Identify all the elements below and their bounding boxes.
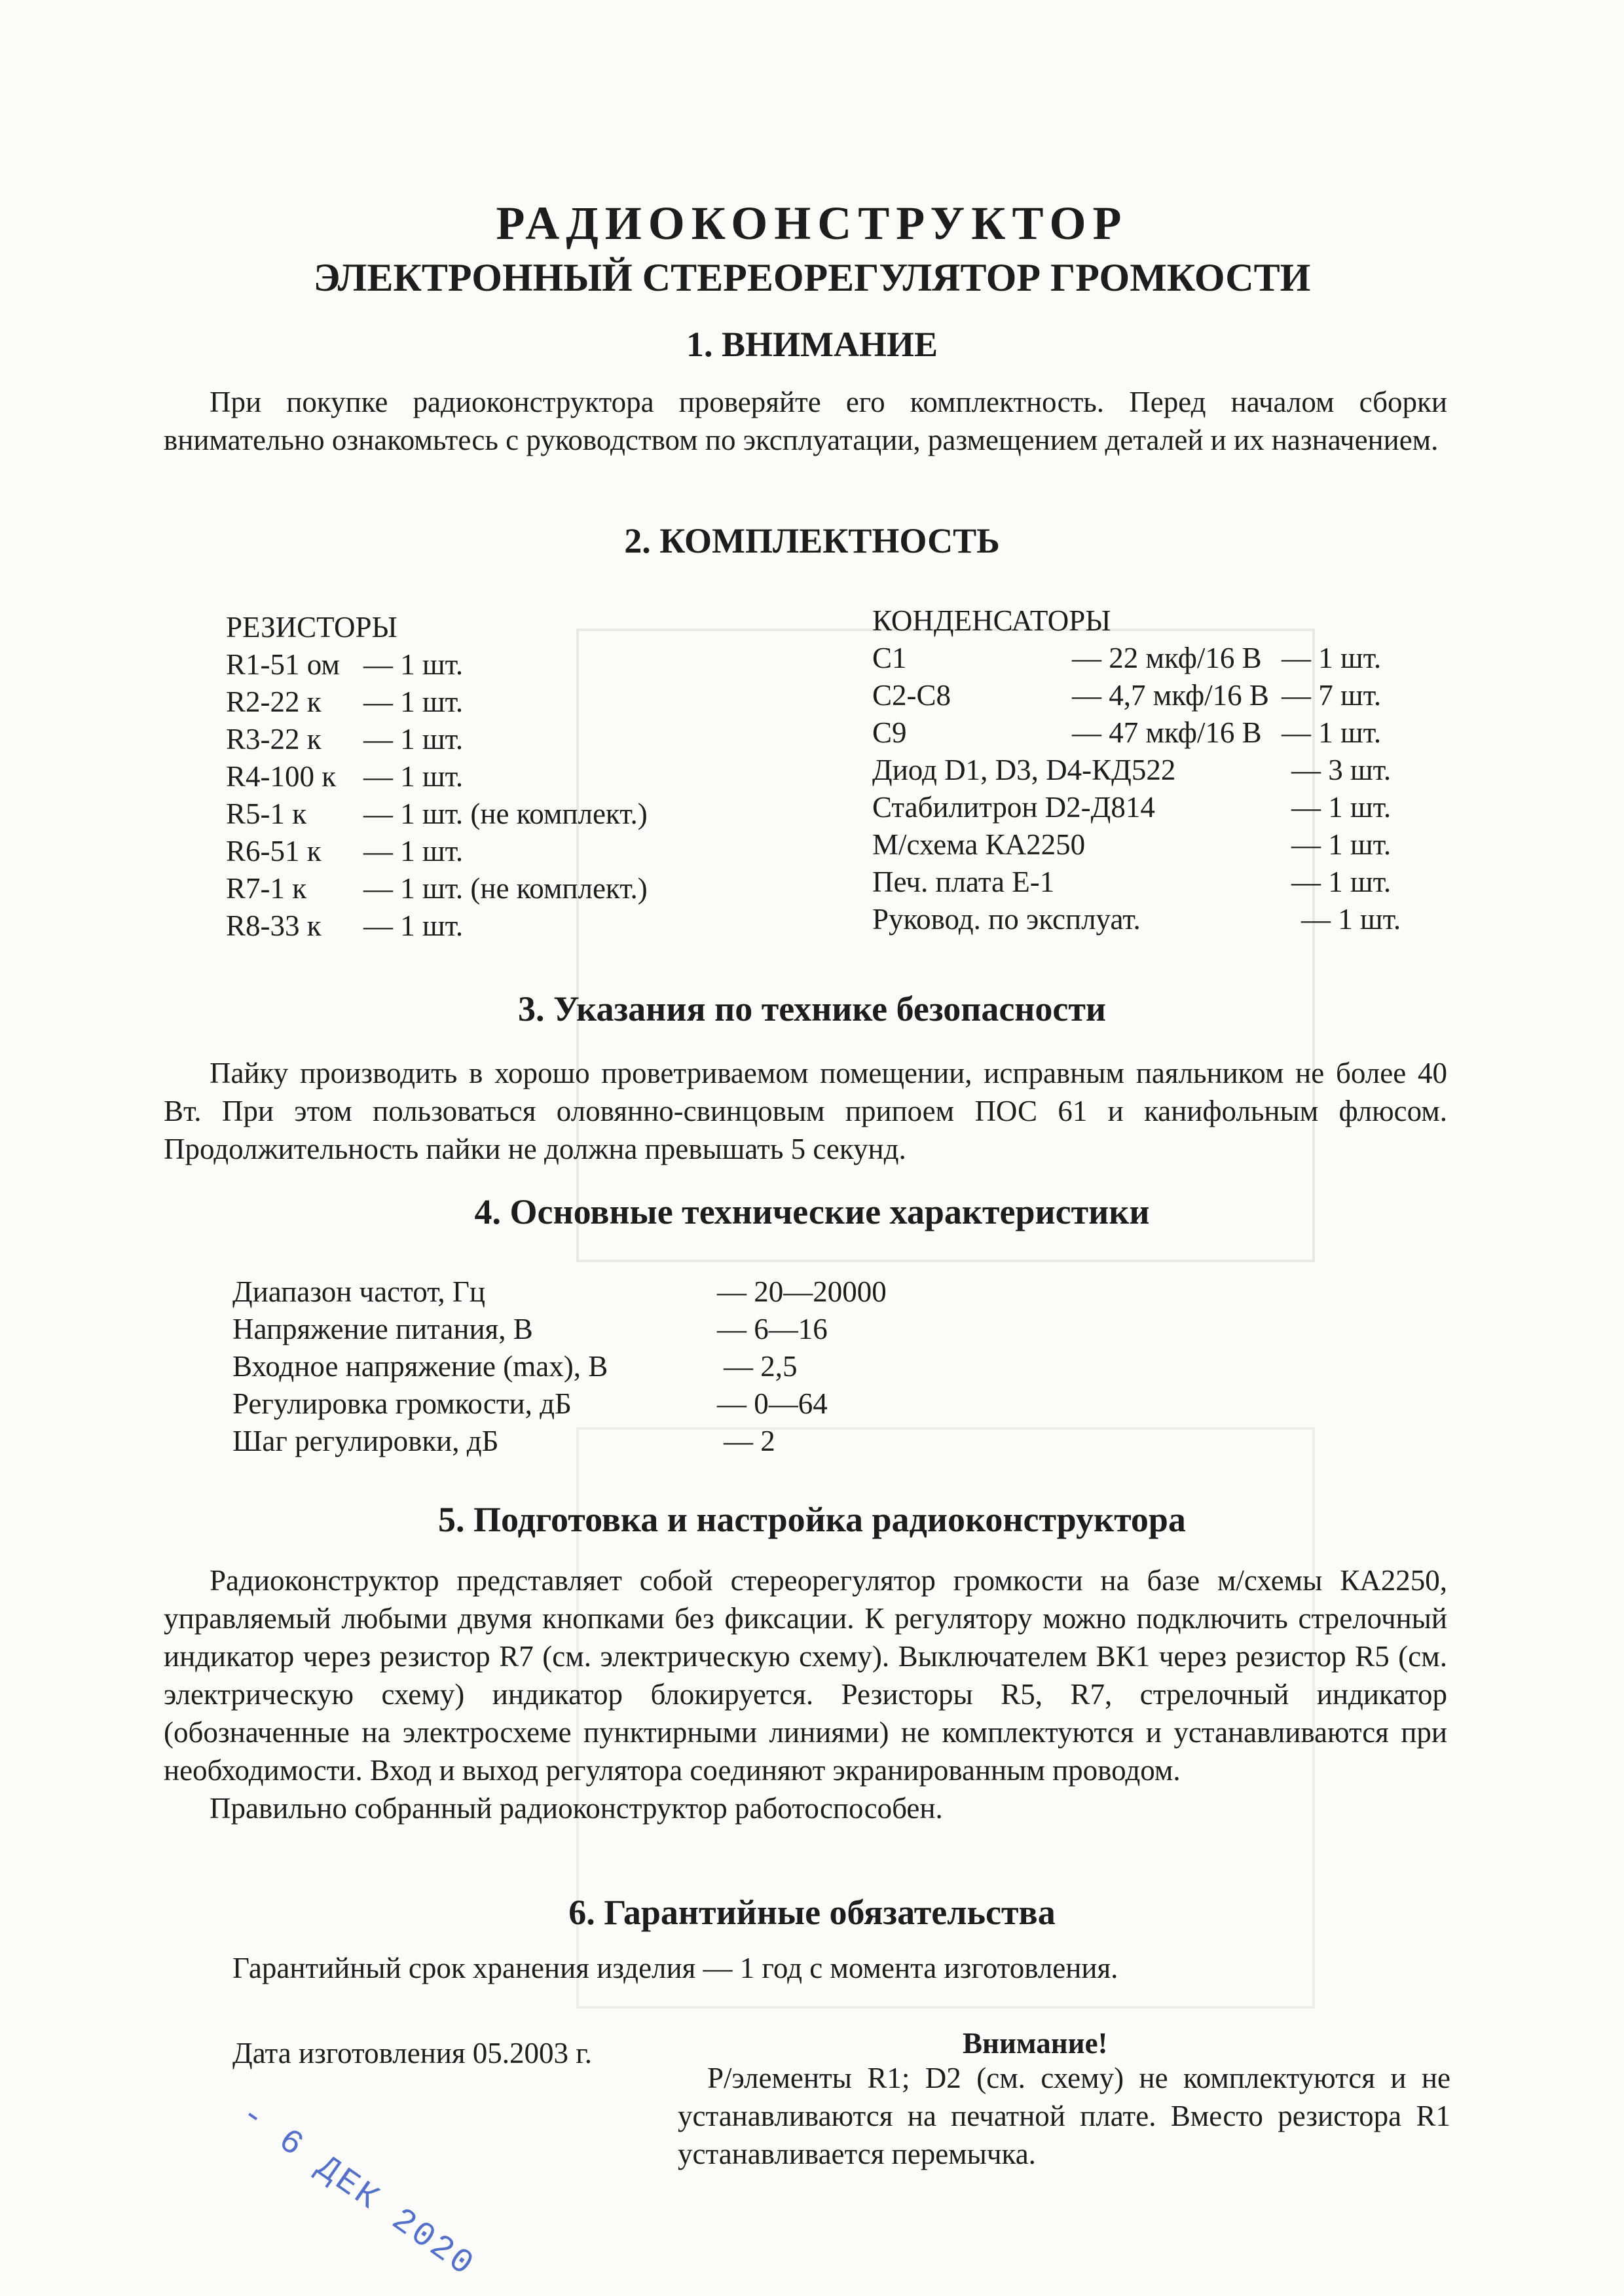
item-qty: — 7 шт. [1282,679,1382,712]
item-qty: — 3 шт. [1291,754,1392,786]
capacitors-list [872,602,1401,938]
list-item [226,870,648,907]
manufacture-date: Дата изготовления 05.2003 г. [232,2037,592,2069]
list-item [226,795,648,833]
spec-value: — 0—64 [717,1387,828,1420]
item-name: R1-51 ом [226,648,340,681]
item-name: М/схема КА2250 [872,828,1086,861]
item-name: R4-100 к [226,760,337,793]
item-qty: — 1 шт. [1291,866,1392,898]
list-item [872,752,1392,789]
list-item [226,907,464,945]
item-qty: — 1 шт. [363,760,464,793]
section-6-heading: 6. Гарантийные обязательства [568,1893,1056,1932]
section-1-text [164,383,1447,459]
spec-label: Входное напряжение (max), В [232,1350,608,1383]
item-qty: — 1 шт. [1301,903,1401,936]
list-item [872,901,1401,938]
spec-value: — 2,5 [724,1350,798,1383]
item-name: R8-33 к [226,909,322,942]
list-item [872,826,1392,864]
item-name: R6-51 к [226,835,322,867]
item-name: R3-22 к [226,723,322,756]
warning-paragraph: Р/элементы R1; D2 (см. схему) не комплектуются и не устанавливаются на печатной плате. Вместо резистора R1 устанавливается перемычка. [678,2062,1450,2170]
spec-value: — 2 [724,1425,775,1457]
section-1-paragraph: При покупке радиоконструктора проверяйте его комплектность. Перед началом сборки внимательно ознакомьтесь с руководством по эксплуатации, размещением деталей и их назначением. [164,386,1447,456]
section-2-heading: 2. КОМПЛЕКТНОСТЬ [624,521,1000,560]
item-qty: — 1 шт. [363,648,464,681]
resistors-title: РЕЗИСТОРЫ [226,611,397,644]
item-qty: — 1 шт. [363,909,464,942]
section-5-paragraph-2: Правильно собранный радиоконструктор работоспособен. [210,1792,943,1825]
item-name: R2-22 к [226,685,322,718]
item-qty: — 1 шт. [363,835,464,867]
item-qty: — 1 шт. [363,685,464,718]
item-value: — 4,7 мкф/16 В [1072,679,1269,712]
item-value: — 22 мкф/16 В [1072,642,1262,674]
item-name: R7-1 к [226,872,307,905]
warranty-text: Гарантийный срок хранения изделия — 1 год с момента изготовления. [232,1952,1118,1984]
list-item [226,833,464,870]
list-item [872,864,1392,901]
item-name: C9 [872,716,907,749]
list-item [226,646,464,683]
item-qty: — 1 шт. (не комплект.) [363,872,648,905]
document-subtitle: ЭЛЕКТРОННЫЙ СТЕРЕОРЕГУЛЯТОР ГРОМКОСТИ [313,256,1311,299]
item-name: Стабилитрон D2-Д814 [872,791,1155,824]
section-5-paragraph-1: Радиоконструктор представляет собой стереорегулятор громкости на базе м/схемы КА2250, управляемый любыми двумя кнопками без фиксации. К регулятору можно подключить стрелочный индикатор через резистор R7 (см. электрическую схему). Выключателем ВК1 через резистор R5 (см. электрическую схему) индикатор блокируется. Резисторы R5, R7, стрелочный индикатор (обозначенные на электросхеме пунктирными линиями) не комплектуются и устанавливаются при необходимости. Вход и выход регулятора соединяют экранированным проводом. [164,1564,1447,1787]
spec-value: — 20—20000 [717,1275,887,1308]
section-3-heading: 3. Указания по технике безопасности [517,989,1107,1029]
list-item [226,683,464,721]
list-item [226,721,464,758]
spec-label: Диапазон частот, Гц [232,1275,485,1308]
warning-text [678,2059,1450,2173]
resistors-list [226,609,648,945]
item-name: R5-1 к [226,797,307,830]
capacitors-title: КОНДЕНСАТОРЫ [872,604,1111,637]
item-name: Печ. плата Е-1 [872,866,1055,898]
item-qty: — 1 шт. [1282,716,1382,749]
section-3-paragraph: Пайку производить в хорошо проветриваемом помещении, исправным паяльником не более 40 Вт. При этом пользоваться оловянно-свинцовым припоем ПОС 61 и канифольным флюсом. Продолжительность пайки не должна превышать 5 секунд. [164,1057,1447,1165]
item-qty: — 1 шт. [1291,791,1392,824]
item-qty: — 1 шт. [1282,642,1382,674]
date-stamp: - 6 ДЕК 2020 [233,2095,483,2286]
list-item [872,714,1382,752]
item-name: Руковод. по эксплуат. [872,903,1141,936]
list-item [872,677,1382,714]
document-title: РАДИОКОНСТРУКТОР [496,197,1128,249]
item-qty: — 1 шт. [363,723,464,756]
item-name: C2-C8 [872,679,951,712]
section-4-heading: 4. Основные технические характеристики [474,1192,1150,1231]
spec-label: Регулировка громкости, дБ [232,1387,572,1420]
spec-label: Шаг регулировки, дБ [232,1425,499,1457]
warning-title: Внимание! [963,2027,1108,2060]
section-5-heading: 5. Подготовка и настройка радиоконструктора [438,1500,1186,1539]
section-3-text [164,1054,1447,1168]
section-1-heading: 1. ВНИМАНИЕ [686,325,938,364]
list-item [872,789,1392,826]
list-item [226,758,464,795]
spec-label: Напряжение питания, В [232,1313,533,1345]
item-qty: — 1 шт. [1291,828,1392,861]
spec-value: — 6—16 [717,1313,828,1345]
section-5-text [164,1561,1447,1827]
item-qty: — 1 шт. (не комплект.) [363,797,648,830]
item-value: — 47 мкф/16 В [1072,716,1262,749]
item-name: C1 [872,642,907,674]
item-name: Диод D1, D3, D4-КД522 [872,754,1176,786]
list-item [872,640,1382,677]
